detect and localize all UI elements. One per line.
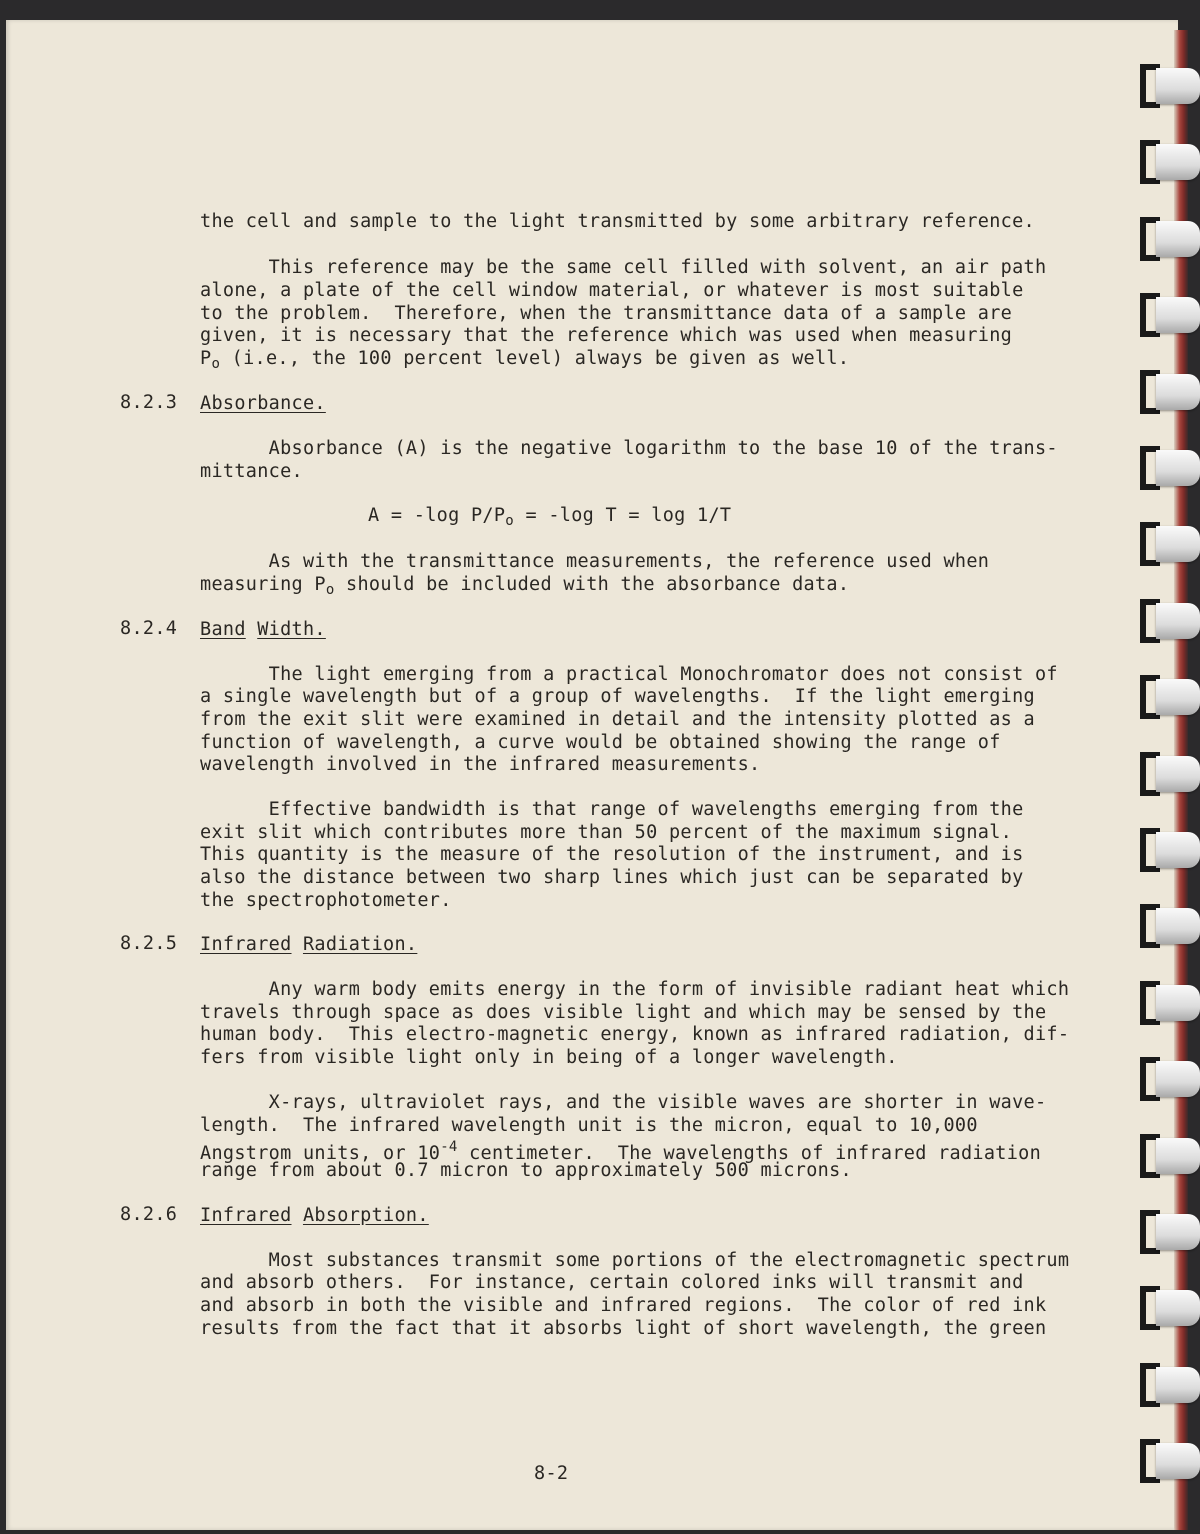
formula: A = -log $P/P_o = -\log$ T = log 1/T — [368, 505, 732, 529]
text-line: mittance. — [200, 461, 303, 482]
section-title: Band Width. — [200, 619, 326, 640]
text-line: a single wavelength but of a group of wavelengths. If the light emerging — [200, 686, 1035, 707]
text-line: This quantity is the measure of the resolution of the instrument, and is — [200, 844, 1024, 865]
text-line: fers from visible light only in being of a longer wavelength. — [200, 1047, 898, 1068]
text-line: the cell and sample to the light transmitted by some arbitrary reference. — [200, 211, 1035, 232]
section-number: 8.2.5 — [120, 933, 178, 954]
text-line: Most substances transmit some portions of the electromagnetic spectrum — [200, 1250, 1070, 1271]
text-line: This reference may be the same cell filled with solvent, an air path — [200, 257, 1047, 278]
text-line: given, it is necessary that the reference which was used when measuring — [200, 325, 1013, 346]
text-line: Angstrom units, or $10^{-4}$ centimeter. The wavelengths of infrared radiation — [200, 1139, 1042, 1164]
text-line: The light emerging from a practical Monochromator does not consist of — [200, 664, 1058, 685]
text-line: wavelength involved in the infrared measurements. — [200, 754, 761, 775]
text-line: and absorb others. For instance, certain colored inks will transmit and — [200, 1272, 1024, 1293]
text-line: exit slit which contributes more than 50 percent of the maximum signal. — [200, 822, 1013, 843]
text-line: function of wavelength, a curve would be obtained showing the range of — [200, 732, 1001, 753]
section-title: Infrared Absorption. — [200, 1205, 429, 1226]
text-line: travels through space as does visible light and which may be sensed by the — [200, 1002, 1047, 1023]
text-line: results from the fact that it absorbs light of short wavelength, the green — [200, 1318, 1047, 1339]
text-line: alone, a plate of the cell window material, or whatever is most suitable — [200, 280, 1024, 301]
text-line: measuring $P_o$ should be included with the absorbance data. — [200, 574, 850, 598]
text-line: Any warm body emits energy in the form of invisible radiant heat which — [200, 979, 1070, 1000]
section-number: 8.2.6 — [120, 1204, 178, 1225]
section-title: Absorbance. — [200, 393, 326, 414]
text-line: Effective bandwidth is that range of wavelengths emerging from the — [200, 799, 1024, 820]
text-line: $P_o$ (i.e., the 100 percent level) always be given as well. — [200, 348, 850, 372]
text-line: the spectrophotometer. — [200, 890, 452, 911]
text-line: human body. This electro-magnetic energy, known as infrared radiation, dif- — [200, 1024, 1070, 1045]
text-line: As with the transmittance measurements, the reference used when — [200, 551, 990, 572]
page-number: 8-2 — [534, 1463, 569, 1484]
text-line: from the exit slit were examined in detail and the intensity plotted as a — [200, 709, 1035, 730]
text-line: range from about 0.7 micron to approximately 500 microns. — [200, 1160, 852, 1181]
text-line: Absorbance (A) is the negative logarithm to the base 10 of the trans- — [200, 438, 1058, 459]
text-line: length. The infrared wavelength unit is the micron, equal to 10,000 — [200, 1115, 978, 1136]
section-title: Infrared Radiation. — [200, 934, 418, 955]
text-line: also the distance between two sharp lines which just can be separated by — [200, 867, 1024, 888]
text-line: to the problem. Therefore, when the transmittance data of a sample are — [200, 303, 1013, 324]
section-number: 8.2.4 — [120, 618, 178, 639]
section-number: 8.2.3 — [120, 392, 178, 413]
text-line: X-rays, ultraviolet rays, and the visible waves are shorter in wave- — [200, 1092, 1047, 1113]
text-line: and absorb in both the visible and infrared regions. The color of red ink — [200, 1295, 1047, 1316]
